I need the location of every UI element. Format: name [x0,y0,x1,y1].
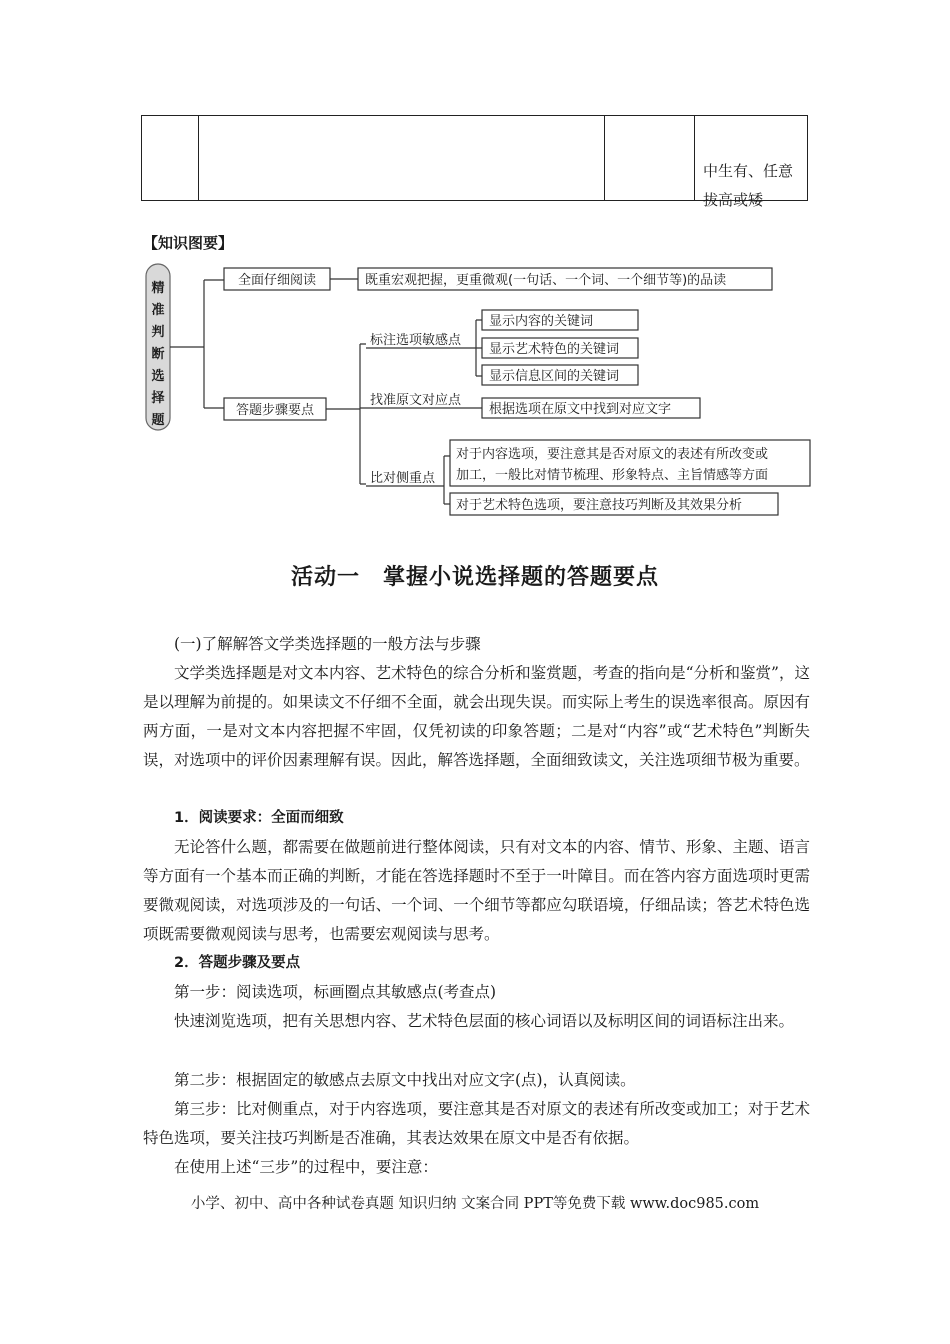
mindmap-step2-item: 根据选项在原文中找到对应文字 [489,402,672,417]
paragraph: 在使用上述“三步”的过程中，要注意： [174,1158,438,1176]
point-heading: 2．答题步骤及要点 [174,955,301,971]
mindmap-step3-item: 加工，一般比对情节梳理、形象特点、主旨情感等方面 [456,468,769,483]
mindmap-step2-label: 找准原文对应点 [370,393,462,408]
table-cell-text: 中生有、任意拔高或矮 [703,162,794,209]
paragraph: 第一步：阅读选项，标画圈点其敏感点(考查点) [174,983,497,1001]
mindmap-step3-label: 比对侧重点 [370,471,436,486]
mindmap-step1-label: 标注选项敏感点 [370,333,462,348]
paragraph: 无论答什么题，都需要在做题前进行整体阅读，只有对文本的内容、情节、形象、主题、语言等方面有一个基本而正确的判断，才能在答选择题时不至于一叶障目。而在答内容方面选项时更需要微观阅读，对选项涉及的一句话、一个词、一个细节等都应勾联语境，仔细品读；答艺术特色选项既需要微观阅读与思考，也需要宏观阅读与思考。 [143,838,810,943]
paragraph: 第三步：比对侧重点，对于内容选项，要注意其是否对原文的表述有所改变或加工；对于艺术特色选项，要关注技巧判断是否准确，其表达效果在原文中是否有依据。 [143,1100,810,1147]
paragraph: 快速浏览选项，把有关思想内容、艺术特色层面的核心词语以及标明区间的词语标注出来。 [174,1012,795,1030]
mind-map [140,258,812,520]
table-divider [198,116,199,200]
paragraph: 第二步：根据固定的敏感点去原文中找出对应文字(点)，认真阅读。 [174,1071,636,1089]
mindmap-branch1-label: 全面仔细阅读 [237,273,317,288]
table-divider [604,116,605,200]
paragraph: 文学类选择题是对文本内容、艺术特色的综合分析和鉴赏题，考查的指向是“分析和鉴赏”，这是以理解为前提的。如果读文不仔细不全面，就会出现失误。而实际上考生的误选率很高。原因有两方面，一是对文本内容把握不牢固，仅凭初读的印象答题；二是对“内容”或“艺术特色”判断失误，对选项中的评价因素理解有误。因此，解答选择题，全面细致读文，关注选项细节极为重要。 [143,664,810,769]
mindmap-step1-item: 显示艺术特色的关键词 [489,342,620,357]
activity-heading: 活动一 掌握小说选择题的答题要点 [290,564,659,590]
subsection-title: (一)了解解答文学类选择题的一般方法与步骤 [174,635,481,653]
footer-link[interactable]: 小学、初中、高中各种试卷真题 知识归纳 文案合同 PPT等免费下载 www.doc985.com [190,1196,760,1212]
mindmap-step1-item: 显示内容的关键词 [489,314,594,329]
mindmap-step3-item: 对于艺术特色选项，要注意技巧判断及其效果分析 [456,498,743,513]
point-heading: 1．阅读要求：全面而细致 [174,810,344,826]
mindmap-root-label: 精准判断选择题 [151,281,165,428]
table-divider [694,116,695,200]
mindmap-step1-item: 显示信息区间的关键词 [489,369,620,384]
section-tag: 【知识图要】 [143,234,234,252]
mindmap-branch1-note: 既重宏观把握，更重微观(一句话、一个词、一个细节等)的品读 [365,273,727,288]
mindmap-step3-item: 对于内容选项，要注意其是否对原文的表述有所改变或 [456,447,769,462]
mindmap-branch2-label: 答题步骤要点 [235,403,315,418]
